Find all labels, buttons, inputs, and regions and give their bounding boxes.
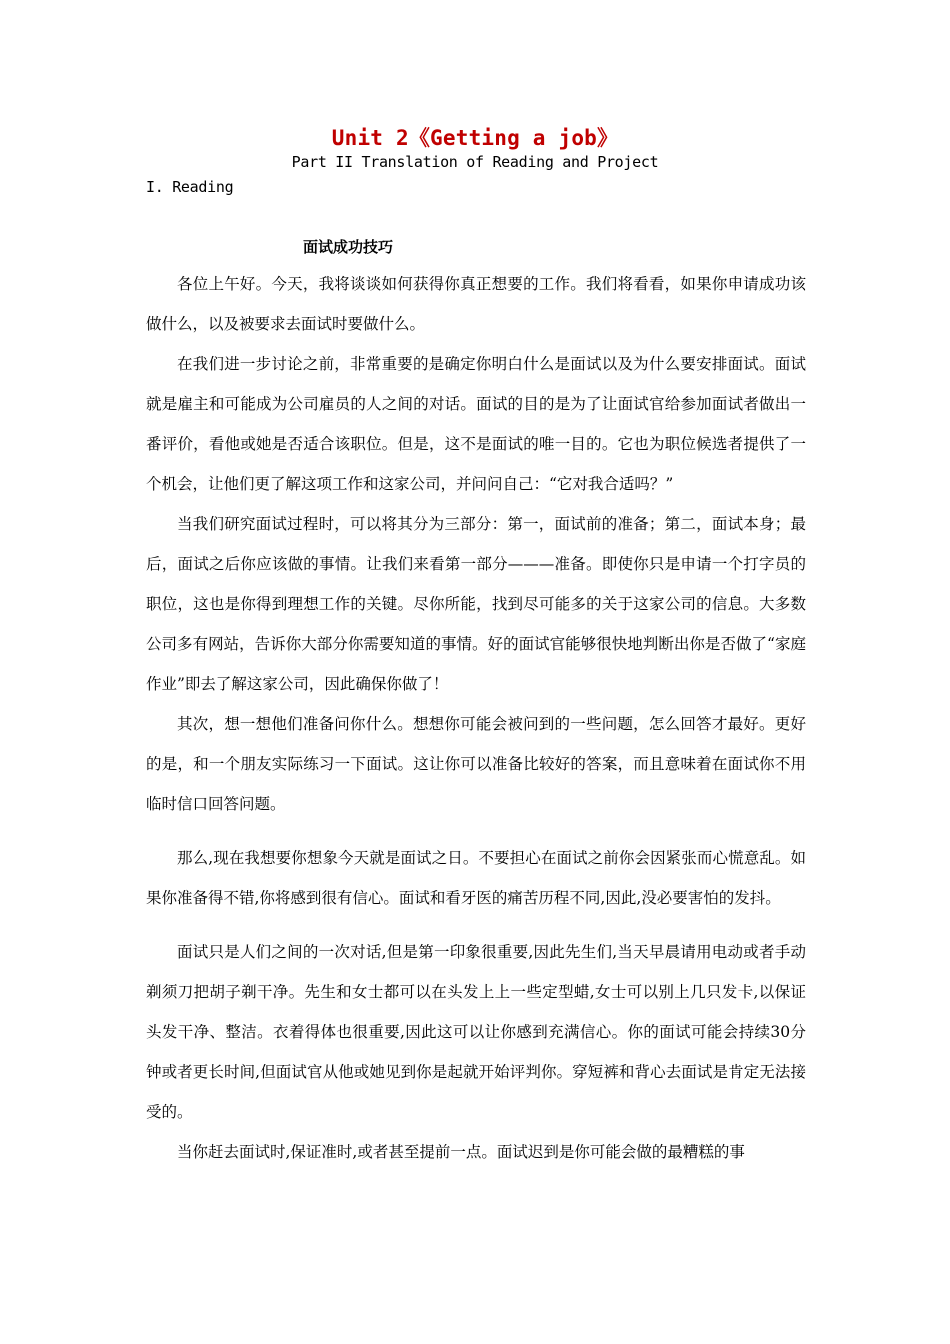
paragraph: 面试只是人们之间的一次对话,但是第一印象很重要,因此先生们,当天早晨请用电动或者手动剃须刀把胡子剃干净。先生和女士都可以在头发上上一些定型蜡,女士可以别上几只发卡,以保证头发干净、整洁。衣着得体也很重要,因此这可以让你感到充满信心。你的面试可能会持续30分钟或者更长时间,但面试官从他或她见到你是起就开始评判你。穿短裤和背心去面试是肯定无法接受的。 xyxy=(146,943,806,1121)
article-body xyxy=(146,264,806,1172)
section-label: I. Reading xyxy=(146,178,234,196)
paragraph: 在我们进一步讨论之前，非常重要的是确定你明白什么是面试以及为什么要安排面试。面试就是雇主和可能成为公司雇员的人之间的对话。面试的目的是为了让面试官给参加面试者做出一番评价，看他或她是否适合该职位。但是，这不是面试的唯一目的。它也为职位候选者提供了一个机会，让他们更了解这项工作和这家公司，并问问自己：“它对我合适吗？” xyxy=(146,355,806,493)
paragraph: 那么,现在我想要你想象今天就是面试之日。不要担心在面试之前你会因紧张而心慌意乱。如果你准备得不错,你将感到很有信心。面试和看牙医的痛苦历程不同,因此,没必要害怕的发抖。 xyxy=(146,849,806,907)
document-subtitle: Part II Translation of Reading and Project xyxy=(291,153,659,171)
document-title: Unit 2《Getting a job》 xyxy=(331,126,619,150)
paragraph: 各位上午好。今天，我将谈谈如何获得你真正想要的工作。我们将看看，如果你申请成功该做什么，以及被要求去面试时要做什么。 xyxy=(146,275,806,333)
paragraph: 当我们研究面试过程时，可以将其分为三部分：第一，面试前的准备；第二，面试本身；最后，面试之后你应该做的事情。让我们来看第一部分———准备。即使你只是申请一个打字员的职位，这也是你得到理想工作的关键。尽你所能，找到尽可能多的关于这家公司的信息。大多数公司多有网站，告诉你大部分你需要知道的事情。好的面试官能够很快地判断出你是否做了“家庭作业”即去了解这家公司，因此确保你做了！ xyxy=(146,515,806,693)
paragraph: 当你赶去面试时,保证准时,或者甚至提前一点。面试迟到是你可能会做的最糟糕的事 xyxy=(177,1143,745,1161)
article-heading: 面试成功技巧 xyxy=(303,238,394,256)
paragraph: 其次，想一想他们准备问你什么。想想你可能会被问到的一些问题，怎么回答才最好。更好的是，和一个朋友实际练习一下面试。这让你可以准备比较好的答案，而且意味着在面试你不用临时信口回答问题。 xyxy=(146,715,806,813)
